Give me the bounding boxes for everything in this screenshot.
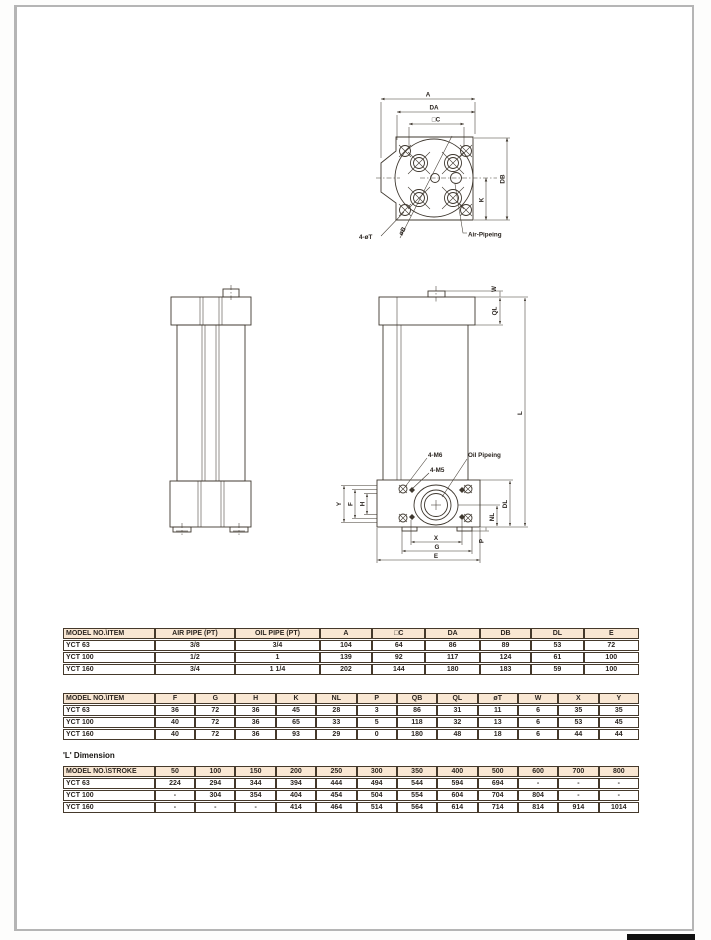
table-cell: 694 — [478, 778, 518, 789]
flange-outline — [381, 137, 473, 220]
table-cell: 36 — [155, 705, 195, 716]
table-row — [63, 790, 639, 801]
table-cell: 72 — [584, 640, 639, 651]
row-label: YCT 100 — [63, 717, 155, 728]
dim-label-nl: NL — [489, 512, 496, 522]
table-cell: 224 — [155, 778, 195, 789]
cylinder-side-views-drawing — [150, 278, 550, 570]
column-header: H — [235, 693, 275, 704]
table-cell: 72 — [195, 717, 235, 728]
table-cell: 464 — [316, 802, 356, 813]
table-cell: 294 — [195, 778, 235, 789]
table-cell: 454 — [316, 790, 356, 801]
dim-label-4-m5: 4-M5 — [430, 467, 445, 474]
left-side-view — [170, 285, 251, 535]
table-cell: 53 — [558, 717, 598, 728]
column-header: NL — [316, 693, 356, 704]
scan-artifact-bar — [627, 934, 695, 940]
dim-label-w: W — [491, 286, 498, 292]
dim-label-ql: QL — [491, 306, 499, 316]
table-cell: 6 — [518, 717, 558, 728]
column-header: G — [195, 693, 235, 704]
oil-pipeing-label: Oil Pipeing — [468, 452, 501, 459]
flange-top-view-drawing — [358, 83, 544, 253]
column-header: 500 — [478, 766, 518, 777]
table-cell: 594 — [437, 778, 477, 789]
table-cell: 614 — [437, 802, 477, 813]
row-label: YCT 160 — [63, 729, 155, 740]
column-header: 800 — [599, 766, 639, 777]
table-cell: 33 — [316, 717, 356, 728]
column-header: A — [320, 628, 372, 639]
table-cell: - — [235, 802, 275, 813]
column-header: DA — [425, 628, 479, 639]
table-row — [63, 705, 639, 716]
table-cell: 65 — [276, 717, 316, 728]
table-cell: 59 — [531, 664, 583, 675]
table-cell: 704 — [478, 790, 518, 801]
table-cell: 344 — [235, 778, 275, 789]
table-cell: 18 — [478, 729, 518, 740]
table-row — [63, 652, 639, 663]
table-cell: 44 — [599, 729, 639, 740]
table-cell: 714 — [478, 802, 518, 813]
table-cell: 804 — [518, 790, 558, 801]
table-cell: 93 — [276, 729, 316, 740]
dim-label-g: G — [434, 544, 440, 551]
table-cell: 180 — [425, 664, 479, 675]
table-cell: 35 — [599, 705, 639, 716]
header-row — [63, 693, 639, 704]
row-label: YCT 160 — [63, 802, 155, 813]
dim-label-4-ot: 4-øT — [359, 234, 373, 241]
table-cell: - — [599, 790, 639, 801]
table-cell: 36 — [235, 705, 275, 716]
table-cell: 6 — [518, 705, 558, 716]
table-cell: - — [518, 778, 558, 789]
table-cell: 6 — [518, 729, 558, 740]
table-cell: 1014 — [599, 802, 639, 813]
table-cell: 202 — [320, 664, 372, 675]
column-header: E — [584, 628, 639, 639]
table-cell: - — [195, 802, 235, 813]
table-cell: 1 1/4 — [235, 664, 320, 675]
table-cell: 29 — [316, 729, 356, 740]
table-cell: - — [558, 790, 598, 801]
table-cell: 118 — [397, 717, 437, 728]
table-cell: 124 — [480, 652, 531, 663]
table-cell: 45 — [599, 717, 639, 728]
air-pipeing-label: Air-Pipeing — [468, 231, 502, 239]
column-header: DL — [531, 628, 583, 639]
table-row — [63, 717, 639, 728]
table-cell: 28 — [316, 705, 356, 716]
table-cell: 86 — [397, 705, 437, 716]
column-header: MODEL NO.\ITEM — [63, 693, 155, 704]
column-header: DB — [480, 628, 531, 639]
table-cell: 180 — [397, 729, 437, 740]
table-cell: - — [155, 802, 195, 813]
column-header: 700 — [558, 766, 598, 777]
row-label: YCT 100 — [63, 790, 155, 801]
table-cell: 414 — [276, 802, 316, 813]
table-cell: 13 — [478, 717, 518, 728]
row-label: YCT 100 — [63, 652, 155, 663]
table-row — [63, 778, 639, 789]
table-cell: 45 — [276, 705, 316, 716]
dimension-table — [63, 692, 639, 741]
table-cell: 72 — [195, 729, 235, 740]
table-cell: 48 — [437, 729, 477, 740]
table-row — [63, 640, 639, 651]
table-cell: 1 — [235, 652, 320, 663]
center-and-air-ports — [376, 173, 497, 184]
column-header: OIL PIPE (PT) — [235, 628, 320, 639]
column-header: QL — [437, 693, 477, 704]
column-header: Y — [599, 693, 639, 704]
table-cell: 53 — [531, 640, 583, 651]
column-header: X — [558, 693, 598, 704]
table-cell: - — [155, 790, 195, 801]
row-label: YCT 160 — [63, 664, 155, 675]
dim-label-c: □C — [431, 116, 441, 124]
table-cell: - — [599, 778, 639, 789]
dimension-lines — [381, 99, 510, 238]
column-header: □C — [372, 628, 425, 639]
column-header: MODEL NO.\STROKE — [63, 766, 155, 777]
table-cell: 3/8 — [155, 640, 236, 651]
table-cell: 3 — [357, 705, 397, 716]
column-header: 50 — [155, 766, 195, 777]
table-cell: 117 — [425, 652, 479, 663]
table-cell: 31 — [437, 705, 477, 716]
header-row — [63, 766, 639, 777]
row-label: YCT 63 — [63, 778, 155, 789]
header-row — [63, 628, 639, 639]
table-cell: 604 — [437, 790, 477, 801]
table-cell: 61 — [531, 652, 583, 663]
dim-label-f: F — [347, 502, 355, 506]
table-cell: 11 — [478, 705, 518, 716]
table-cell: 86 — [425, 640, 479, 651]
table-cell: 104 — [320, 640, 372, 651]
column-header: øT — [478, 693, 518, 704]
table-cell: 183 — [480, 664, 531, 675]
column-header: P — [357, 693, 397, 704]
column-header: 100 — [195, 766, 235, 777]
table-cell: 1/2 — [155, 652, 236, 663]
table-cell: 444 — [316, 778, 356, 789]
pipe-size-table — [63, 627, 639, 676]
table-cell: 914 — [558, 802, 598, 813]
dim-label-p: P — [478, 538, 486, 544]
table-cell: 504 — [357, 790, 397, 801]
table-cell: 494 — [357, 778, 397, 789]
dim-label-e: E — [433, 553, 439, 560]
table-cell: 139 — [320, 652, 372, 663]
table-cell: 3/4 — [155, 664, 236, 675]
dim-label-h: H — [359, 501, 367, 507]
table-cell: 0 — [357, 729, 397, 740]
column-header: AIR PIPE (PT) — [155, 628, 236, 639]
right-side-view — [377, 286, 480, 531]
dim-label-y: Y — [336, 501, 343, 507]
column-header: 200 — [276, 766, 316, 777]
dim-label-dl: DL — [502, 499, 509, 509]
table-cell: 40 — [155, 717, 195, 728]
table-cell: 44 — [558, 729, 598, 740]
dim-label-a: A — [425, 91, 431, 99]
column-header: 600 — [518, 766, 558, 777]
table-cell: 36 — [235, 717, 275, 728]
table-cell: 72 — [195, 705, 235, 716]
table-cell: 100 — [584, 664, 639, 675]
table-cell: 100 — [584, 652, 639, 663]
table-row — [63, 802, 639, 813]
bolt-holes — [408, 152, 464, 209]
table-cell: 554 — [397, 790, 437, 801]
dim-label-ob: øB — [397, 225, 408, 237]
table-cell: 92 — [372, 652, 425, 663]
table-cell: 354 — [235, 790, 275, 801]
table-cell: 36 — [235, 729, 275, 740]
column-header: F — [155, 693, 195, 704]
table-cell: 514 — [357, 802, 397, 813]
table-row — [63, 664, 639, 675]
column-header: 150 — [235, 766, 275, 777]
dim-label-x: X — [433, 535, 439, 542]
dim-label-l: L — [517, 411, 524, 415]
column-header: QB — [397, 693, 437, 704]
row-label: YCT 63 — [63, 640, 155, 651]
table-cell: 144 — [372, 664, 425, 675]
table-cell: 304 — [195, 790, 235, 801]
column-header: W — [518, 693, 558, 704]
column-header: 400 — [437, 766, 477, 777]
dim-label-da: DA — [429, 104, 439, 112]
column-header: 250 — [316, 766, 356, 777]
table-cell: 89 — [480, 640, 531, 651]
table-cell: 544 — [397, 778, 437, 789]
table-cell: 35 — [558, 705, 598, 716]
l-dimension-table — [63, 765, 639, 814]
table-cell: 5 — [357, 717, 397, 728]
table-cell: 394 — [276, 778, 316, 789]
dim-label-db: DB — [499, 174, 507, 184]
l-dimension-title: 'L' Dimension — [63, 751, 115, 760]
table-cell: 64 — [372, 640, 425, 651]
column-header: 350 — [397, 766, 437, 777]
table-row — [63, 729, 639, 740]
column-header: MODEL NO.\ITEM — [63, 628, 155, 639]
column-header: K — [276, 693, 316, 704]
table-cell: 3/4 — [235, 640, 320, 651]
dimension-lines — [341, 291, 528, 563]
table-cell: - — [558, 778, 598, 789]
table-cell: 32 — [437, 717, 477, 728]
row-label: YCT 63 — [63, 705, 155, 716]
dim-label-4-m6: 4-M6 — [428, 452, 443, 459]
table-cell: 564 — [397, 802, 437, 813]
table-cell: 40 — [155, 729, 195, 740]
table-cell: 404 — [276, 790, 316, 801]
dim-label-k: K — [478, 197, 486, 203]
column-header: 300 — [357, 766, 397, 777]
table-cell: 814 — [518, 802, 558, 813]
